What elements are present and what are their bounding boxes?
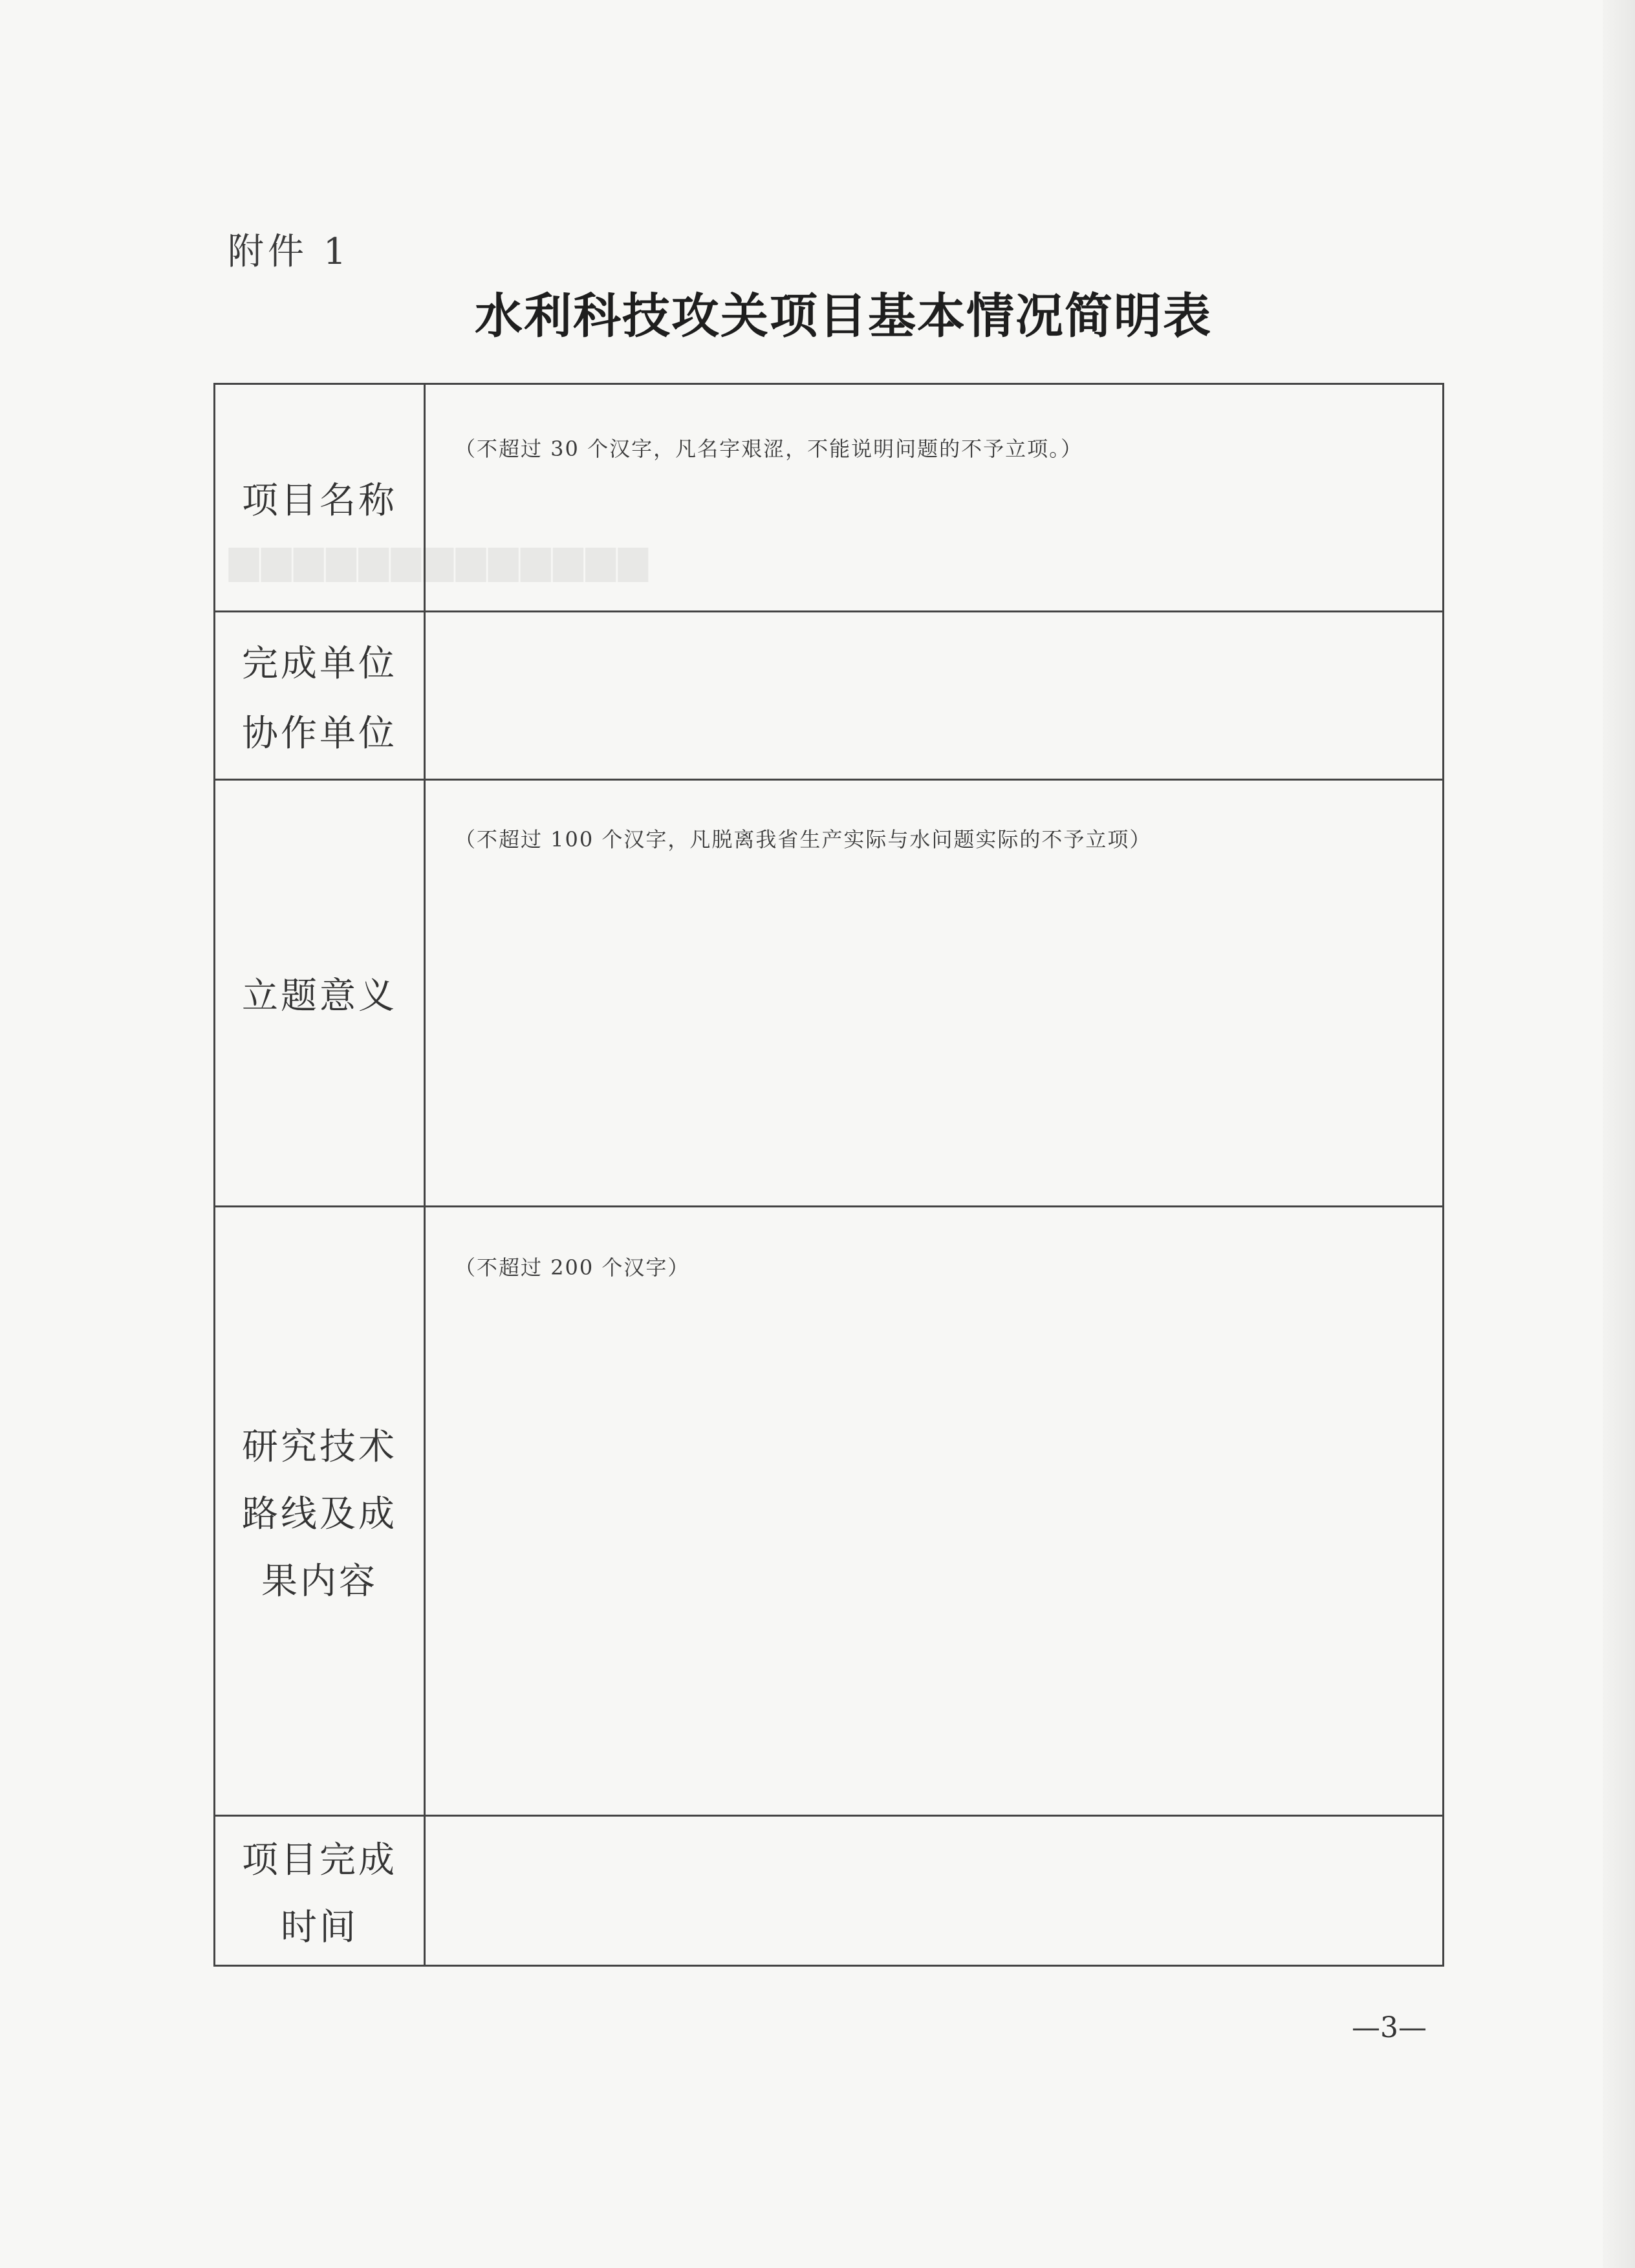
row-label-text: 协作单位 <box>242 712 397 755</box>
row-label-cell <box>215 781 426 1205</box>
row-label-text: 项目名称 <box>242 479 397 522</box>
basic-info-table <box>213 383 1444 1967</box>
row-label-text: 时间 <box>281 1906 358 1949</box>
row-label-text: 立题意义 <box>242 975 397 1017</box>
row-label-text: 项目完成 <box>242 1839 397 1881</box>
attachment-label: 附件 1 <box>228 231 351 273</box>
row-label-cell <box>215 612 426 779</box>
row-label-cell <box>215 385 426 610</box>
row-note: （不超过 100 个汉字，凡脱离我省生产实际与水问题实际的不予立项） <box>455 827 1152 852</box>
row-label-text: 路线及成 <box>242 1493 397 1535</box>
table-row-units <box>215 612 1442 781</box>
table-row-technical-route <box>215 1207 1442 1817</box>
row-label-cell <box>215 1207 426 1815</box>
row-label-text: 完成单位 <box>242 642 397 685</box>
table-row-project-name <box>215 385 1442 612</box>
row-note: （不超过 200 个汉字） <box>455 1255 690 1280</box>
page-number: —3— <box>1352 2011 1427 2044</box>
row-note: （不超过 30 个汉字，凡名字艰涩，不能说明问题的不予立项。） <box>455 437 1083 461</box>
bleed-through-decoration: ▆▆▆▆▆▆▆▆▆▆▆▆▆ <box>226 537 648 582</box>
row-label-text: 研究技术 <box>242 1425 397 1468</box>
table-row-significance <box>215 781 1442 1207</box>
row-label-cell <box>215 1817 426 1965</box>
row-label-text: 果内容 <box>261 1560 378 1603</box>
table-row-completion-time <box>215 1817 1442 1965</box>
document-title: 水利科技攻关项目基本情况简明表 <box>475 288 1212 344</box>
